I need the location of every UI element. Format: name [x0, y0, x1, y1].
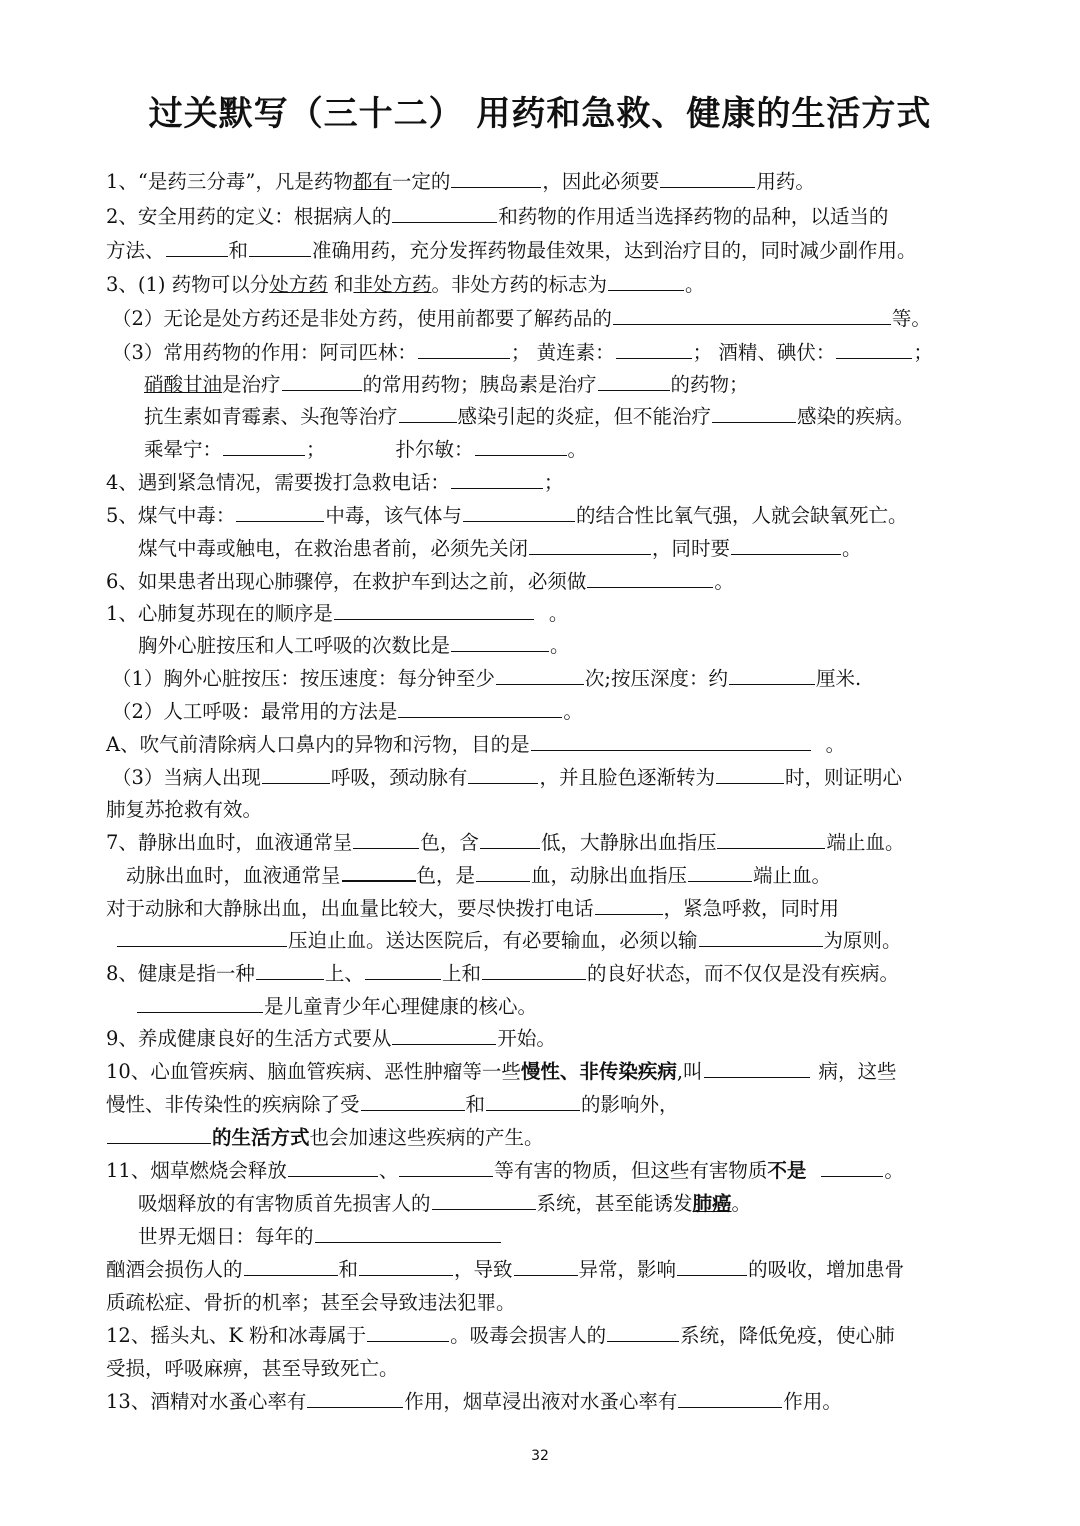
blank: [475, 454, 567, 456]
blank: [482, 978, 586, 980]
blank: [678, 1406, 782, 1408]
text: 系统，降低免疫，使心肺: [680, 1324, 895, 1347]
blank: [712, 421, 796, 423]
text: 吸烟释放的有害物质首先损害人的: [138, 1192, 431, 1215]
blank: [249, 255, 311, 257]
blank: [334, 618, 534, 620]
text: 。: [684, 273, 705, 296]
text: 上、: [324, 962, 364, 985]
question-3: [106, 275, 705, 295]
blank: [476, 880, 530, 882]
question-5-cont: [138, 539, 862, 559]
text: 乘晕宁：: [144, 438, 223, 461]
blank: [716, 782, 784, 784]
blank: [399, 421, 457, 423]
text: A、吹气前清除病人口鼻内的异物和污物，目的是: [106, 733, 530, 756]
text: 异常，影响: [578, 1258, 677, 1281]
question-6-1e: [112, 768, 902, 788]
blank: [514, 1274, 578, 1276]
question-3-2: [112, 309, 931, 329]
text: 色，含: [420, 831, 479, 854]
question-6: [106, 572, 734, 592]
text: 端止血。: [753, 864, 832, 887]
text: 处方药: [269, 273, 328, 296]
blank: [307, 1406, 403, 1408]
question-12-cont: [106, 1359, 399, 1379]
question-7-cont: [126, 866, 831, 886]
blank: [468, 782, 538, 784]
text: ； 酒精、碘伏：: [692, 341, 836, 364]
blank: [398, 716, 562, 718]
blank: [613, 323, 891, 325]
text: 低，大静脉出血指压: [540, 831, 717, 854]
text: 是治疗: [222, 373, 281, 396]
blank: [836, 357, 912, 359]
text: 一定的: [391, 170, 451, 193]
question-4: [106, 473, 563, 493]
blank: [688, 880, 752, 882]
text: 13、酒精对水蚤心率有: [106, 1390, 307, 1413]
text: （2）无论是处方药还是非处方药，使用前都要了解药品的: [112, 307, 612, 330]
question-6-a: [106, 735, 845, 755]
question-13: [106, 1392, 842, 1412]
text: 色，是: [416, 864, 476, 887]
text: 2、安全用药的定义：根据病人的: [106, 205, 392, 228]
text: 作用。: [783, 1390, 842, 1413]
blank: [262, 782, 330, 784]
blank: [392, 1043, 496, 1045]
text: 作用，烟草浸出液对水蚤心率有: [404, 1390, 678, 1413]
blank: [432, 1208, 536, 1210]
text: 端止血。: [826, 831, 905, 854]
text: 10、心血管疾病、脑血管疾病、恶性肿瘤等一些: [106, 1060, 521, 1083]
text: 和: [338, 1258, 359, 1281]
blank: [117, 945, 287, 947]
question-1: [106, 172, 815, 192]
blank: [531, 749, 811, 751]
blank: [342, 879, 416, 882]
question-7: [106, 833, 904, 853]
text: 、: [378, 1159, 399, 1182]
text: 的常用药物；胰岛素是治疗: [362, 373, 597, 396]
blank: [256, 978, 324, 980]
question-6-1d: [112, 702, 583, 722]
text: 厘米.: [816, 667, 862, 690]
blank: [418, 357, 510, 359]
text: ；: [543, 471, 564, 494]
question-8: [106, 964, 899, 984]
text: （3）当病人出现: [112, 766, 261, 789]
blank: [365, 978, 441, 980]
question-6-1c: [112, 669, 861, 689]
text: ；: [913, 341, 933, 364]
text: 病，这些: [818, 1060, 897, 1083]
text: 是儿童青少年心理健康的核心。: [264, 995, 538, 1018]
question-6-1f: [106, 800, 262, 820]
page-number: 32: [531, 1448, 549, 1464]
text: 6、如果患者出现心肺骤停，在救护车到达之前，必须做: [106, 570, 587, 593]
text: 方法、: [106, 239, 165, 262]
text: 肺复苏抢救有效。: [106, 798, 263, 821]
text: 呼吸，颈动脉有: [330, 766, 468, 789]
text: 。: [731, 1192, 752, 1215]
blank: [704, 1076, 810, 1078]
text: 也会加速这些疾病的产生。: [309, 1126, 544, 1149]
blank: [717, 847, 825, 849]
blank: [587, 586, 713, 588]
text: 中毒，该气体与: [325, 504, 462, 527]
blank: [353, 847, 419, 849]
text: 准确用药，充分发挥药物最佳效果，达到治疗目的，同时减少副作用。: [312, 239, 917, 262]
text: 血，动脉出血指压: [531, 864, 688, 887]
text: 用药。: [756, 170, 815, 193]
text: （3）常用药物的作用：阿司匹林：: [112, 341, 417, 364]
text: 11、烟草燃烧会释放: [106, 1159, 287, 1182]
blank: [282, 389, 362, 391]
blank: [451, 186, 541, 188]
text: 时，则证明心: [784, 766, 902, 789]
question-9: [106, 1029, 556, 1049]
text: 7、静脉出血时，血液通常呈: [106, 831, 353, 854]
text: 酗酒会损伤人的: [106, 1258, 243, 1281]
question-11-cont2: [138, 1227, 502, 1247]
text: ,叫: [676, 1060, 703, 1083]
text: 煤气中毒或触电，在救治患者前，必须先关闭: [138, 537, 529, 560]
text: 动脉出血时，血液通常呈: [126, 864, 341, 887]
text: 。: [563, 700, 583, 723]
question-12: [106, 1326, 895, 1346]
blank: [137, 1011, 263, 1013]
question-6-1: [106, 604, 568, 624]
blank: [399, 1175, 493, 1177]
text: 为原则。: [823, 929, 902, 952]
question-10-cont: [106, 1095, 679, 1115]
blank: [486, 1109, 580, 1111]
blank: [392, 221, 497, 223]
text: 4、遇到紧急情况，需要拨打急救电话：: [106, 471, 450, 494]
text: 8、健康是指一种: [106, 962, 255, 985]
question-3-3c: [144, 407, 914, 427]
text: 慢性、非传染性的疾病除了受: [106, 1093, 360, 1116]
text: 和药物的作用适当选择药物的品种，以适当的: [498, 205, 889, 228]
text: 扑尔敏：: [395, 438, 474, 461]
text: 的影响外，: [581, 1093, 679, 1116]
text: 开始。: [497, 1027, 556, 1050]
question-11: [106, 1161, 904, 1181]
text: ，紧急呼救，同时用: [663, 897, 840, 920]
text: 质疏松症、骨折的机率；甚至会导致违法犯罪。: [106, 1291, 516, 1314]
blank: [595, 913, 663, 915]
text: 。: [842, 537, 862, 560]
question-10: [106, 1062, 897, 1082]
text: 世界无烟日：每年的: [138, 1225, 314, 1248]
blank: [315, 1241, 501, 1243]
text: 的生活方式: [212, 1126, 310, 1149]
text: ，并且脸色逐渐转为: [539, 766, 715, 789]
blank: [660, 186, 755, 188]
blank: [821, 1175, 883, 1177]
question-3-3d: [144, 440, 587, 460]
blank: [616, 357, 692, 359]
question-7-cont3: [116, 931, 902, 951]
blank: [480, 847, 540, 849]
text: （1）胸外心脏按压：按压速度：每分钟至少: [112, 667, 495, 690]
question-6-1b: [138, 636, 570, 656]
text: 不是: [767, 1159, 807, 1182]
text: 。: [714, 570, 734, 593]
text: ，同时要: [652, 537, 731, 560]
blank: [288, 1175, 378, 1177]
text: 次;按压深度：约: [584, 667, 728, 690]
text: 的良好状态，而不仅仅是没有疾病。: [586, 962, 899, 985]
blank: [361, 1109, 465, 1111]
text: 非处方药: [353, 273, 432, 296]
blank: [529, 553, 651, 555]
blank: [598, 389, 670, 391]
text: 压迫止血。送达医院后，有必要输血，必须以输: [288, 929, 698, 952]
text: 。: [548, 602, 569, 625]
text: 。吸毒会损害人的: [450, 1324, 607, 1347]
question-11-cont: [138, 1194, 751, 1214]
text: 的药物；: [670, 373, 749, 396]
text: 和: [327, 273, 354, 296]
text: 抗生素如青霉素、头孢等治疗: [144, 405, 398, 428]
text: 感染引起的炎症，但不能治疗: [457, 405, 712, 428]
blank: [729, 683, 815, 685]
text: 肺癌: [692, 1192, 732, 1215]
text: 。: [825, 733, 846, 756]
text: ，导致: [454, 1258, 513, 1281]
question-3-3b: [144, 375, 749, 395]
text: 等。: [891, 307, 931, 330]
blank: [244, 1274, 338, 1276]
blank: [107, 1142, 211, 1144]
question-7-cont2: [106, 899, 839, 919]
blank: [451, 650, 549, 652]
blank: [496, 683, 584, 685]
blank: [223, 454, 305, 456]
text: 。非处方药的标志为: [431, 273, 607, 296]
blank: [367, 1340, 449, 1342]
text: 硝酸甘油: [144, 373, 223, 396]
question-5: [106, 506, 907, 526]
question-3-3: [112, 343, 933, 363]
text: ，因此必须要: [542, 170, 660, 193]
blank: [731, 553, 841, 555]
blank: [359, 1274, 453, 1276]
text: 1、心肺复苏现在的顺序是: [106, 602, 333, 625]
question-10-cont2: [106, 1128, 544, 1148]
text: 。: [884, 1159, 904, 1182]
question-2: [106, 207, 888, 227]
text: （2）人工呼吸：最常用的方法是: [112, 700, 398, 723]
text: 都有: [352, 170, 392, 193]
blank: [463, 520, 575, 522]
question-2-cont: [106, 241, 917, 261]
text: 的结合性比氧气强，人就会缺氧死亡。: [575, 504, 908, 527]
text: 5、煤气中毒：: [106, 504, 236, 527]
text: 和: [228, 239, 249, 262]
text: 等有害的物质，但这些有害物质: [494, 1159, 768, 1182]
text: ；: [306, 438, 326, 461]
blank: [699, 945, 823, 947]
blank: [166, 255, 228, 257]
page-title: 过关默写（三十二） 用药和急救、健康的生活方式: [148, 94, 932, 134]
question-11-cont4: [106, 1293, 516, 1313]
blank: [607, 1340, 679, 1342]
text: 系统，甚至能诱发: [536, 1192, 693, 1215]
text: 。: [567, 438, 588, 461]
text: 3、(1) 药物可以分: [106, 273, 270, 296]
text: 慢性、非传染疾病: [520, 1060, 677, 1083]
text: 对于动脉和大静脉出血，出血量比较大，要尽快拨打电话: [106, 897, 594, 920]
text: 1、“是药三分毒”，凡是药物: [106, 170, 353, 193]
blank: [608, 289, 684, 291]
text: 。: [550, 634, 570, 657]
question-11-cont3: [106, 1260, 904, 1280]
text: 的吸收，增加患骨: [748, 1258, 905, 1281]
text: 上和: [441, 962, 481, 985]
question-8-cont: [136, 997, 537, 1017]
blank: [677, 1274, 747, 1276]
text: 9、养成健康良好的生活方式要从: [106, 1027, 392, 1050]
text: ； 黄连素：: [510, 341, 615, 364]
text: 胸外心脏按压和人工呼吸的次数比是: [138, 634, 451, 657]
text: 12、摇头丸、K 粉和冰毒属于: [106, 1324, 367, 1347]
text: 感染的疾病。: [797, 405, 915, 428]
blank: [451, 487, 543, 489]
blank: [236, 520, 324, 522]
text: 和: [465, 1093, 486, 1116]
text: 受损，呼吸麻痹，甚至导致死亡。: [106, 1357, 399, 1380]
